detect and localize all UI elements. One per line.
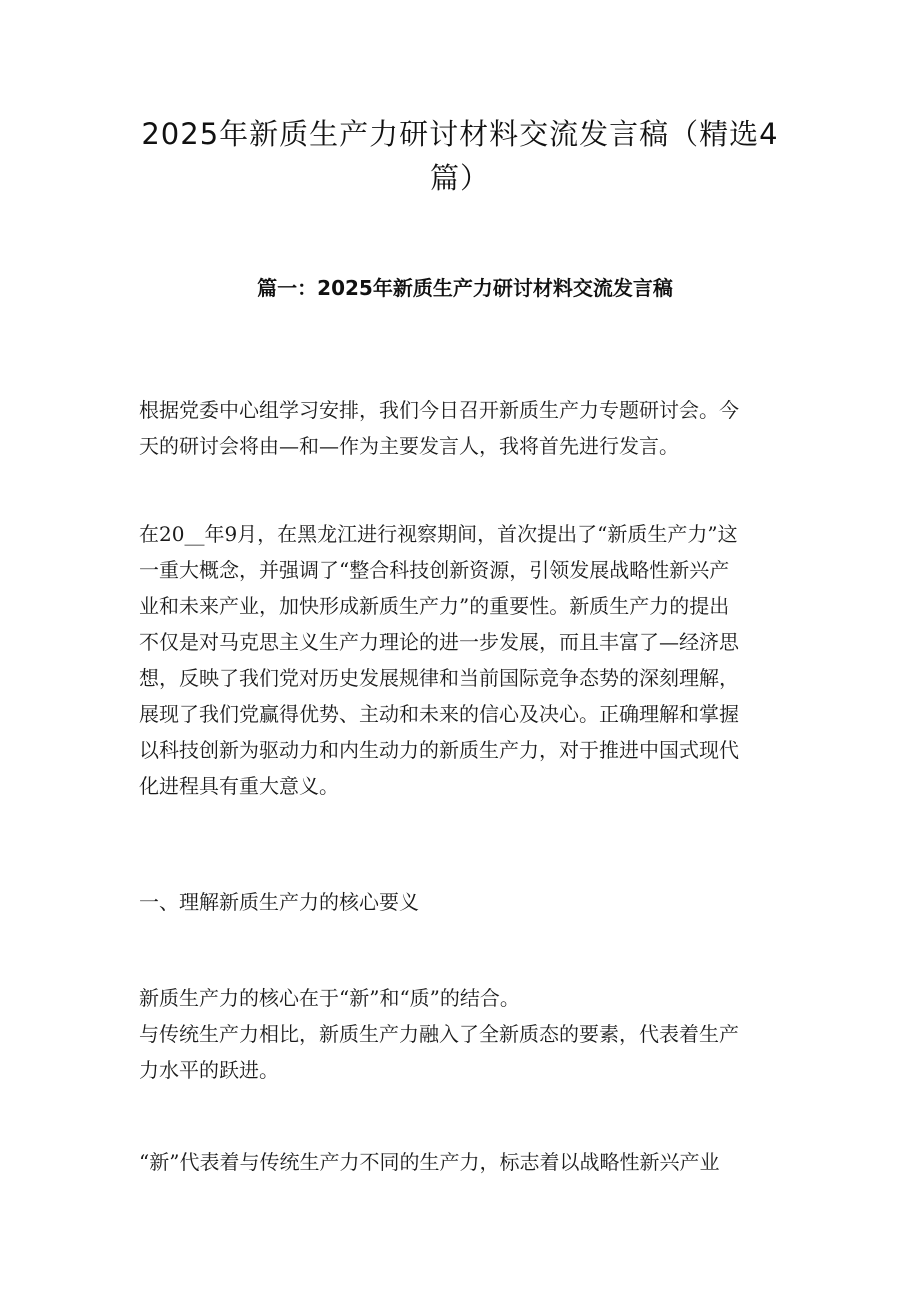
- paragraph-line: 与传统生产力相比，新质生产力融入了全新质态的要素，代表着生产: [139, 1022, 739, 1046]
- paragraph-line: 不仅是对马克思主义生产力理论的进一步发展，而且丰富了—经济思: [139, 630, 739, 654]
- paragraph-new: [139, 1144, 794, 1180]
- paragraph-line: 展现了我们党赢得优势、主动和未来的信心及决心。正确理解和掌握: [139, 702, 739, 726]
- paragraph-line: 力水平的跃进。: [139, 1058, 279, 1082]
- paragraph-line: 新质生产力的核心在于“新”和“质”的结合。: [139, 986, 520, 1010]
- paragraph-core: [139, 980, 794, 1088]
- paragraph-line: 根据党委中心组学习安排，我们今日召开新质生产力专题研讨会。今: [139, 398, 739, 422]
- subheading-core-meaning: 一、理解新质生产力的核心要义: [139, 890, 419, 914]
- document-title-line-1: 2025年新质生产力研讨材料交流发言稿（精选4: [141, 117, 779, 151]
- paragraph-line: 天的研讨会将由—和—作为主要发言人，我将首先进行发言。: [139, 434, 679, 458]
- document-title: [130, 112, 790, 200]
- paragraph-background: [139, 516, 794, 804]
- paragraph-line: 想，反映了我们党对历史发展规律和当前国际竞争态势的深刻理解，: [139, 666, 739, 690]
- paragraph-line: 以科技创新为驱动力和内生动力的新质生产力，对于推进中国式现代: [139, 738, 739, 762]
- paragraph-line: 业和未来产业，加快形成新质生产力”的重要性。新质生产力的提出: [139, 594, 730, 618]
- paragraph-line: “新”代表着与传统生产力不同的生产力，标志着以战略性新兴产业: [139, 1150, 720, 1174]
- section-title: 篇一：2025年新质生产力研讨材料交流发言稿: [257, 276, 673, 300]
- paragraph-intro: [139, 392, 794, 464]
- paragraph-line: 一重大概念，并强调了“整合科技创新资源，引领发展战略性新兴产: [139, 558, 730, 582]
- document-title-line-2: 篇）: [429, 161, 490, 195]
- paragraph-line: 在20__年9月，在黑龙江进行视察期间，首次提出了“新质生产力”这: [139, 522, 738, 546]
- paragraph-line: 化进程具有重大意义。: [139, 774, 339, 798]
